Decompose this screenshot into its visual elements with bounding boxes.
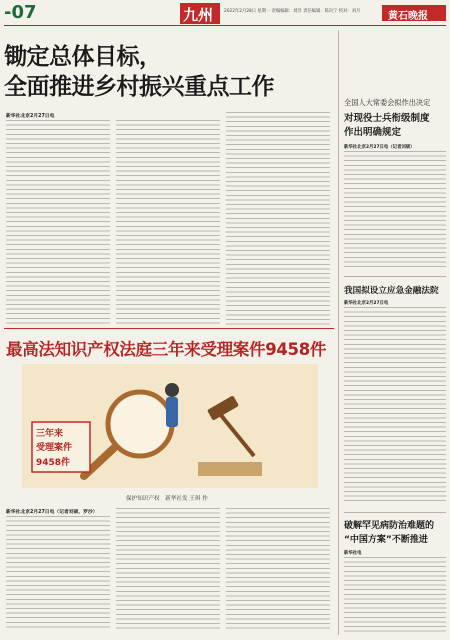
date-line: 2022年2月28日 星期一 责编编辑：刘洋 责任编辑：陈向宁 校对：刘月 (224, 9, 361, 14)
right-article-1-dateline: 新华社北京2月27日电（记者刘硕） (344, 145, 415, 150)
right-article-1-kicker: 全国人大常委会拟作出决定 (344, 98, 431, 107)
ip-dateline: 新华社北京2月27日电（记者刘硕、罗沙） (6, 510, 98, 515)
lead-headline-line-2: 全面推进乡村振兴重点工作 (4, 74, 274, 100)
right-article-3-headline-line-1: 破解罕见病防治难题的 (344, 521, 435, 531)
right-article-2-headline: 我国拟设立应急金融法院 (344, 286, 439, 296)
ip-stat-line-3: 9458件 (36, 458, 71, 468)
lead-body-column-1 (6, 120, 110, 326)
ip-article (0, 330, 336, 636)
ip-stat-line-2: 受理案件 (36, 443, 73, 453)
person-body (166, 397, 178, 427)
ip-illustration (22, 364, 318, 488)
lead-article (0, 30, 336, 320)
right-article-3-dateline: 新华社电 (344, 551, 362, 556)
lead-body-column-2 (116, 120, 220, 326)
right-article-rare-disease (342, 512, 448, 636)
ip-illustration-art (22, 364, 318, 488)
column-divider (338, 30, 339, 635)
plinth-block (198, 462, 262, 476)
right-article-3-top-rule (344, 512, 446, 513)
right-article-finance-court (342, 276, 448, 508)
right-article-1-headline-line-1: 对现役士兵衔级制度 (344, 113, 430, 124)
page-header (0, 0, 450, 26)
right-article-1-body (344, 151, 446, 269)
ip-top-rule (4, 328, 334, 329)
person-head (165, 383, 179, 397)
right-article-2-top-rule (344, 276, 446, 277)
section-name-badge (180, 3, 220, 24)
header-rule (4, 25, 446, 26)
page-number: -07 (4, 2, 37, 23)
right-article-3-headline-line-2: “中国方案”不断推进 (344, 535, 428, 545)
ip-body-column-3 (226, 508, 330, 630)
ip-body-column-2 (116, 508, 220, 630)
ip-photo-caption: 保护知识产权 新华社发 王琪 作 (126, 496, 208, 502)
ip-headline: 最高法知识产权法庭三年来受理案件9458件 (6, 340, 327, 359)
right-article-2-dateline: 新华社北京2月27日电 (344, 301, 389, 306)
brand-badge (382, 5, 446, 21)
ip-stat-line-1: 三年来 (36, 429, 64, 439)
lead-dateline: 新华社北京2月27日电 (6, 114, 55, 119)
right-article-1-headline-line-2: 作出明确规定 (344, 127, 402, 138)
right-article-soldier-rank (342, 30, 448, 272)
ip-body-column-1 (6, 516, 110, 630)
right-article-3-body (344, 557, 446, 633)
lead-headline-line-1: 锄定总体目标， (4, 44, 162, 70)
lead-body-column-3 (226, 112, 330, 326)
brand-name: 黄石晚报 (388, 11, 428, 22)
section-name: 九州 (183, 6, 214, 24)
right-article-2-body (344, 307, 446, 503)
